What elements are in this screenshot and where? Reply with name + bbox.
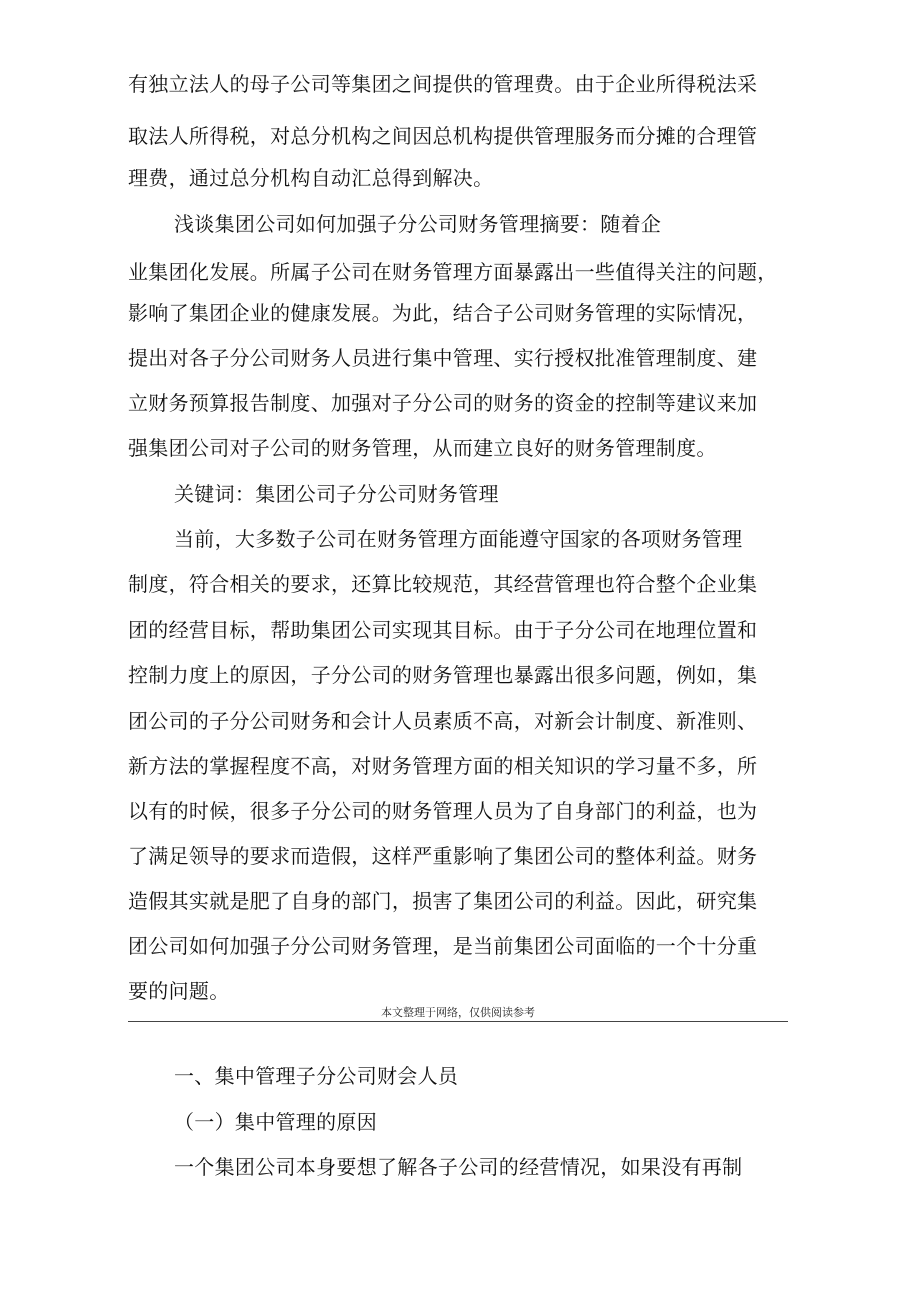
intro-line: 制度，符合相关的要求，还算比较规范，其经营管理也符合整个企业集 [128,572,758,596]
abstract-line: 影响了集团企业的健康发展。为此，结合子公司财务管理的实际情况， [128,301,758,325]
footer-divider [128,1021,788,1022]
intro-line: 当前，大多数子公司在财务管理方面能遵守国家的各项财务管理 [174,527,743,551]
paragraph-line: 理费，通过总分机构自动汇总得到解决。 [128,166,494,190]
abstract-line: 立财务预算报告制度、加强对子分公司的财务的资金的控制等建议来加 [128,391,758,415]
paragraph-line: 一个集团公司本身要想了解各子公司的经营情况，如果没有再制 [174,1155,743,1179]
abstract-line: 浅谈集团公司如何加强子分公司财务管理摘要：随着企 [174,212,662,236]
intro-line: 造假其实就是肥了自身的部门，损害了集团公司的利益。因此，研究集 [128,889,758,913]
intro-line: 团的经营目标，帮助集团公司实现其目标。由于子分公司在地理位置和 [128,618,758,642]
intro-line: 要的问题。 [128,979,230,1003]
paragraph-line: 取法人所得税，对总分机构之间因总机构提供管理服务而分摊的合理管 [128,124,758,148]
intro-line: 团公司的子分公司财务和会计人员素质不高，对新会计制度、新准则、 [128,709,758,733]
intro-line: 控制力度上的原因，子分公司的财务管理也暴露出很多问题，例如，集 [128,663,758,687]
intro-line: 团公司如何加强子分公司财务管理，是当前集团公司面临的一个十分重 [128,934,758,958]
subsection-heading: （一）集中管理的原因 [174,1110,377,1134]
keywords-line: 关键词：集团公司子分公司财务管理 [174,482,499,506]
footer-note: 本文整理于网络，仅供阅读参考 [381,1006,535,1019]
intro-line: 新方法的掌握程度不高，对财务管理方面的相关知识的学习量不多，所 [128,754,758,778]
abstract-line: 提出对各子分公司财务人员进行集中管理、实行授权批准管理制度、建 [128,346,758,370]
intro-line: 以有的时候，很多子分公司的财务管理人员为了自身部门的利益，也为 [128,799,758,823]
abstract-line: 强集团公司对子公司的财务管理，从而建立良好的财务管理制度。 [128,436,717,460]
abstract-line: 业集团化发展。所属子公司在财务管理方面暴露出一些值得关注的问题， [128,260,778,284]
intro-line: 了满足领导的要求而造假，这样严重影响了集团公司的整体利益。财务 [128,844,758,868]
paragraph-line: 有独立法人的母子公司等集团之间提供的管理费。由于企业所得税法采 [128,72,758,96]
section-heading: 一、集中管理子分公司财会人员 [174,1064,459,1088]
